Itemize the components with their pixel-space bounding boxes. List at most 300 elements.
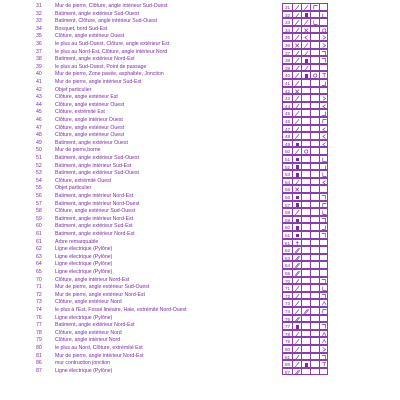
symbol-cell (292, 94, 301, 102)
symbol-cell (319, 71, 328, 79)
grid-point-number: 61 (282, 231, 292, 239)
description-line (36, 170, 139, 178)
grid-row (282, 64, 328, 72)
grid-row (282, 231, 328, 239)
point-description: Arbre remarquable (55, 238, 99, 245)
point-description: le plus au Sud-Ouest, Clôture, angle extérieur Est (55, 41, 170, 47)
symbol-cell (292, 337, 301, 345)
symbol-cell (292, 254, 301, 262)
point-description: Clôture, extrémité Ouest (55, 177, 112, 184)
symbol-cell (301, 299, 310, 307)
symbol-cell (310, 360, 319, 368)
point-number: 62 (36, 246, 42, 253)
point-description: Mur de pierre, angle intérieur Nord-Est (55, 352, 144, 359)
symbol-cell (292, 201, 301, 209)
symbol-cell (301, 315, 310, 323)
symbol-cell (292, 56, 301, 64)
point-number: 54 (36, 177, 42, 184)
symbol-cell (301, 109, 310, 117)
grid-row (282, 277, 328, 285)
grid-row (282, 163, 328, 171)
grid-point-number: 52 (282, 163, 292, 171)
square-icon (296, 234, 300, 238)
square-icon (305, 74, 309, 78)
symbol-cell (319, 170, 328, 178)
symbol-cell (310, 330, 319, 338)
point-description: Batiment, angle extérieur Sud-Ouest (55, 170, 139, 177)
symbol-cell (319, 322, 328, 330)
grid-point-number: 39 (282, 64, 292, 72)
symbol-cell (319, 345, 328, 353)
symbol-cell (301, 94, 310, 102)
symbol-cell (319, 41, 328, 49)
symbol-cell (301, 261, 310, 269)
grid-point-number: 35 (282, 33, 292, 41)
symbol-cell (292, 102, 301, 110)
point-description: Clôture, angle extérieur Sud-Ouest (55, 208, 136, 215)
grid-row (282, 322, 328, 330)
point-description: Batiment, angle intérieur Nord-Ouest (55, 200, 140, 207)
symbol-cell (301, 337, 310, 345)
point-number: 48 (36, 132, 42, 139)
point-description: Batiment, angle extérieur Ouest (55, 139, 128, 146)
grid-point-number: 60 (282, 223, 292, 231)
description-line (36, 261, 112, 269)
point-number: 86 (36, 360, 42, 367)
symbol-cell (319, 223, 328, 231)
symbol-cell (292, 125, 301, 133)
grid-point-number: 74 (282, 307, 292, 315)
square-icon (296, 203, 300, 207)
description-line (36, 117, 123, 125)
point-description: Clôture, angle extérieur Ouest (55, 132, 125, 139)
symbol-cell (319, 246, 328, 254)
symbol-cell (292, 315, 301, 323)
point-number: 49 (36, 139, 42, 146)
symbol-cell (301, 3, 310, 11)
symbol-cell (292, 292, 301, 300)
symbol-cell (301, 201, 310, 209)
description-line (36, 178, 111, 186)
symbol-cell (310, 170, 319, 178)
symbol-cell (292, 147, 301, 155)
description-line (36, 155, 139, 163)
symbol-cell (310, 254, 319, 262)
symbol-cell (301, 178, 310, 186)
symbol-cell (292, 330, 301, 338)
square-icon (296, 158, 300, 162)
point-description: Mur de pierre, Clôture, angle intérieur Sud-Ouest (55, 3, 168, 9)
symbol-cell (301, 140, 310, 148)
symbol-cell (319, 94, 328, 102)
symbol-cell (292, 26, 301, 34)
grid-row (282, 109, 328, 117)
description-line (36, 330, 122, 338)
symbol-cell (310, 132, 319, 140)
symbol-cell (292, 277, 301, 285)
symbol-cell (319, 337, 328, 345)
symbol-cell (310, 18, 319, 26)
point-description: mur contruction jonction (55, 360, 111, 367)
grid-row (282, 284, 328, 292)
point-number: 77 (36, 322, 42, 329)
point-number: 31 (36, 3, 42, 9)
symbol-cell (310, 337, 319, 345)
symbol-cell (292, 170, 301, 178)
square-icon (296, 219, 300, 223)
grid-point-number: 48 (282, 132, 292, 140)
symbol-cell (310, 102, 319, 110)
symbol-cell (319, 368, 328, 376)
grid-point-number: 50 (282, 147, 292, 155)
symbol-cell (301, 102, 310, 110)
point-number: 36 (36, 41, 42, 47)
description-line (36, 307, 187, 315)
symbol-cell (292, 322, 301, 330)
description-line (36, 64, 146, 72)
symbol-cell (310, 315, 319, 323)
symbol-cell (310, 49, 319, 57)
symbol-cell (310, 322, 319, 330)
symbol-cell (310, 33, 319, 41)
grid-row (282, 292, 328, 300)
point-description: Clôture, angle extérieur Est (55, 94, 118, 101)
symbol-cell (319, 208, 328, 216)
symbol-cell (292, 163, 301, 171)
symbol-cell (310, 261, 319, 269)
symbol-cell (319, 87, 328, 95)
symbol-cell (292, 223, 301, 231)
grid-row (282, 337, 328, 345)
point-number: 33 (36, 18, 42, 25)
symbol-cell (319, 117, 328, 125)
symbol-cell (301, 147, 310, 155)
symbol-cell (319, 299, 328, 307)
grid-row (282, 307, 328, 315)
symbol-cell (292, 87, 301, 95)
point-description: Batiment, angle intérieur Sud-Est (55, 162, 132, 169)
description-line (36, 201, 139, 209)
symbol-cell (319, 163, 328, 171)
symbol-cell (310, 299, 319, 307)
symbol-cell (310, 368, 319, 376)
point-number: 80 (36, 345, 42, 351)
symbol-cell (292, 64, 301, 72)
symbol-cell (310, 56, 319, 64)
description-line (36, 353, 144, 361)
symbol-cell (310, 79, 319, 87)
symbol-cell (319, 185, 328, 193)
symbol-cell (310, 193, 319, 201)
grid-row (282, 117, 328, 125)
point-description: le plus au Sud-Ouest, Point de passage (55, 63, 147, 70)
grid-point-number: 57 (282, 201, 292, 209)
symbol-cell (301, 208, 310, 216)
symbol-cell (319, 201, 328, 209)
symbol-cell (301, 71, 310, 79)
grid-point-number: 56 (282, 193, 292, 201)
description-line (36, 254, 112, 262)
symbol-cell (319, 56, 328, 64)
symbol-cell (292, 132, 301, 140)
point-description: Clôture, angle intérieur Ouest (55, 117, 123, 123)
grid-row (282, 208, 328, 216)
symbol-cell (319, 360, 328, 368)
point-description: Batiment, angle extérieur Sud-Ouest (55, 155, 139, 161)
symbol-cell (292, 353, 301, 361)
grid-point-number: 45 (282, 109, 292, 117)
symbol-cell (310, 140, 319, 148)
symbol-cell (301, 307, 310, 315)
point-number: 74 (36, 307, 42, 313)
description-line (36, 208, 135, 216)
symbol-cell (301, 322, 310, 330)
description-line (36, 185, 91, 193)
description-line (36, 163, 131, 171)
symbol-cell (319, 277, 328, 285)
symbol-cell (319, 231, 328, 239)
grid-row (282, 170, 328, 178)
point-description: Clôture, angle extérieur Nord (55, 329, 122, 336)
grid-row (282, 94, 328, 102)
symbol-cell (301, 360, 310, 368)
symbol-cell (319, 239, 328, 247)
grid-point-number: 42 (282, 87, 292, 95)
symbol-cell (310, 109, 319, 117)
grid-row (282, 201, 328, 209)
grid-point-number: 81 (282, 353, 292, 361)
grid-point-number: 49 (282, 140, 292, 148)
point-number: 81 (36, 352, 42, 359)
symbol-cell (301, 170, 310, 178)
symbol-cell (301, 49, 310, 57)
point-description: le plus au Nord-Est, Clôture, angle intérieur Nord (55, 48, 168, 55)
symbol-cell (292, 307, 301, 315)
point-number: 64 (36, 261, 42, 268)
grid-row (282, 71, 328, 79)
symbol-cell (301, 11, 310, 19)
symbol-cell (292, 269, 301, 277)
point-number: 72 (36, 291, 42, 298)
square-icon (305, 59, 309, 63)
symbol-cell (292, 79, 301, 87)
symbol-cell (292, 41, 301, 49)
grid-point-number: 72 (282, 292, 292, 300)
square-icon (305, 363, 309, 367)
symbol-cell (301, 117, 310, 125)
point-description: Ligne électrique (Pylône) (55, 367, 113, 374)
grid-row (282, 185, 328, 193)
symbol-cell (310, 3, 319, 11)
symbol-cell (292, 246, 301, 254)
symbol-cell (319, 284, 328, 292)
point-number: 41 (36, 79, 42, 85)
point-description: Ligne électrique (Pylône) (55, 314, 113, 321)
point-number: 42 (36, 86, 42, 93)
symbol-cell (310, 307, 319, 315)
point-description: Objet particulier (55, 86, 92, 93)
grid-point-number: 76 (282, 315, 292, 323)
point-description: Clôture, angle extérieur Ouest (55, 124, 125, 131)
point-description: Batiment, angle extérieur Nord-Est (55, 231, 135, 237)
symbol-cell (319, 216, 328, 224)
symbol-cell (292, 239, 301, 247)
square-icon (296, 226, 300, 230)
description-line (36, 231, 135, 239)
symbol-cell (292, 284, 301, 292)
description-line (36, 18, 157, 26)
symbol-cell (319, 125, 328, 133)
point-description: Batiment, Clôture, angle intérieur Sud-Ouest (55, 18, 158, 25)
symbol-cell (310, 231, 319, 239)
point-number: 51 (36, 155, 42, 161)
symbol-cell (301, 56, 310, 64)
symbol-cell (301, 18, 310, 26)
grid-point-number: 86 (282, 360, 292, 368)
point-description: Mur de pierre,borne (55, 147, 101, 154)
point-description: Batiment, angle intérieur Nord-Est (55, 193, 134, 199)
grid-point-number: 41 (282, 79, 292, 87)
point-description: le plus à l'Est, Fossé linéaire, Haie, extrémité Nord-Ouest (55, 307, 187, 313)
description-line (36, 102, 124, 110)
point-number: 87 (36, 367, 42, 374)
grid-point-number: 32 (282, 11, 292, 19)
symbol-cell (292, 11, 301, 19)
grid-point-number: 78 (282, 330, 292, 338)
description-line (36, 94, 118, 102)
symbol-cell (310, 292, 319, 300)
point-number: 60 (36, 223, 42, 230)
description-line (36, 71, 164, 79)
point-description: Clôture, extrémité Est (55, 109, 105, 116)
grid-point-number: 37 (282, 49, 292, 57)
point-number: 45 (36, 109, 42, 116)
grid-row (282, 102, 328, 110)
point-description: Mur de pierre, angle extérieur Nord-Est (55, 291, 145, 298)
grid-row (282, 18, 328, 26)
grid-row (282, 87, 328, 95)
grid-row (282, 246, 328, 254)
description-line (36, 292, 145, 300)
symbol-cell (319, 140, 328, 148)
symbol-cell (310, 353, 319, 361)
point-description: Mur de pierre, angle intérieur Sud-Est (55, 79, 142, 85)
point-description: Batiment, angle extérieur Nord-Est (55, 56, 135, 63)
symbol-cell (319, 353, 328, 361)
grid-row (282, 193, 328, 201)
symbol-cell (319, 64, 328, 72)
point-description: Objet particulier (55, 185, 92, 192)
grid-row (282, 147, 328, 155)
description-line (36, 87, 91, 95)
description-line (36, 109, 105, 117)
grid-row (282, 26, 328, 34)
grid-row (282, 239, 328, 247)
symbol-cell (292, 178, 301, 186)
grid-row (282, 353, 328, 361)
grid-row (282, 155, 328, 163)
grid-point-number: 44 (282, 102, 292, 110)
point-number: 47 (36, 124, 42, 131)
symbol-cell (310, 155, 319, 163)
symbol-cell (310, 11, 319, 19)
symbol-cell (319, 79, 328, 87)
symbol-cell (292, 216, 301, 224)
symbol-cell (319, 307, 328, 315)
symbol-cell (301, 284, 310, 292)
description-line (36, 239, 98, 247)
grid-row (282, 330, 328, 338)
symbol-cell (301, 330, 310, 338)
symbol-cell (310, 345, 319, 353)
grid-point-number: 47 (282, 125, 292, 133)
symbol-cell (301, 216, 310, 224)
point-number: 58 (36, 208, 42, 215)
symbol-cell (292, 155, 301, 163)
symbol-cell (292, 140, 301, 148)
point-description: Ligne électrique (Pylône) (55, 246, 113, 253)
point-description: Clôture, angle extérieur Ouest (55, 33, 125, 40)
description-line (36, 33, 124, 41)
grid-point-number: 59 (282, 216, 292, 224)
symbol-cell (319, 102, 328, 110)
grid-row (282, 140, 328, 148)
grid-row (282, 269, 328, 277)
point-number: 61 (36, 231, 42, 237)
description-line (36, 216, 133, 224)
symbol-cell (292, 49, 301, 57)
grid-point-number: 51 (282, 155, 292, 163)
description-line (36, 193, 133, 201)
point-description: Batiment, angle extérieur Sud-Est (55, 223, 133, 230)
symbol-cell (292, 345, 301, 353)
point-number: 55 (36, 185, 42, 192)
grid-row (282, 49, 328, 57)
grid-point-number: 40 (282, 71, 292, 79)
symbol-cell (301, 254, 310, 262)
symbol-cell (292, 3, 301, 11)
symbol-cell (301, 345, 310, 353)
grid-point-number: 62 (282, 246, 292, 254)
symbol-cell (310, 87, 319, 95)
point-number: 32 (36, 10, 42, 17)
symbol-cell (310, 201, 319, 209)
symbol-cell (319, 261, 328, 269)
description-line (36, 26, 107, 34)
grid-row (282, 360, 328, 368)
grid-point-number: 64 (282, 261, 292, 269)
point-number: 70 (36, 276, 42, 283)
point-description: Clôture, angle extérieur Nord (55, 299, 122, 306)
symbol-cell (310, 216, 319, 224)
symbol-cell (310, 239, 319, 247)
point-description: Ligne électrique (Pylône) (55, 269, 113, 275)
symbol-cell (292, 208, 301, 216)
grid-point-number: 71 (282, 284, 292, 292)
grid-point-number: 34 (282, 26, 292, 34)
grid-point-number: 87 (282, 368, 292, 376)
symbol-cell (319, 109, 328, 117)
point-description: Batiment, angle extérieur Nord-Est (55, 322, 135, 329)
symbol-cell (301, 79, 310, 87)
grid-row (282, 368, 328, 376)
symbol-cell (301, 193, 310, 201)
symbol-cell (319, 3, 328, 11)
symbol-cell (310, 208, 319, 216)
point-description: Clôture, angle extérieur Ouest (55, 101, 125, 108)
point-number: 40 (36, 71, 42, 78)
symbol-cell (301, 33, 310, 41)
